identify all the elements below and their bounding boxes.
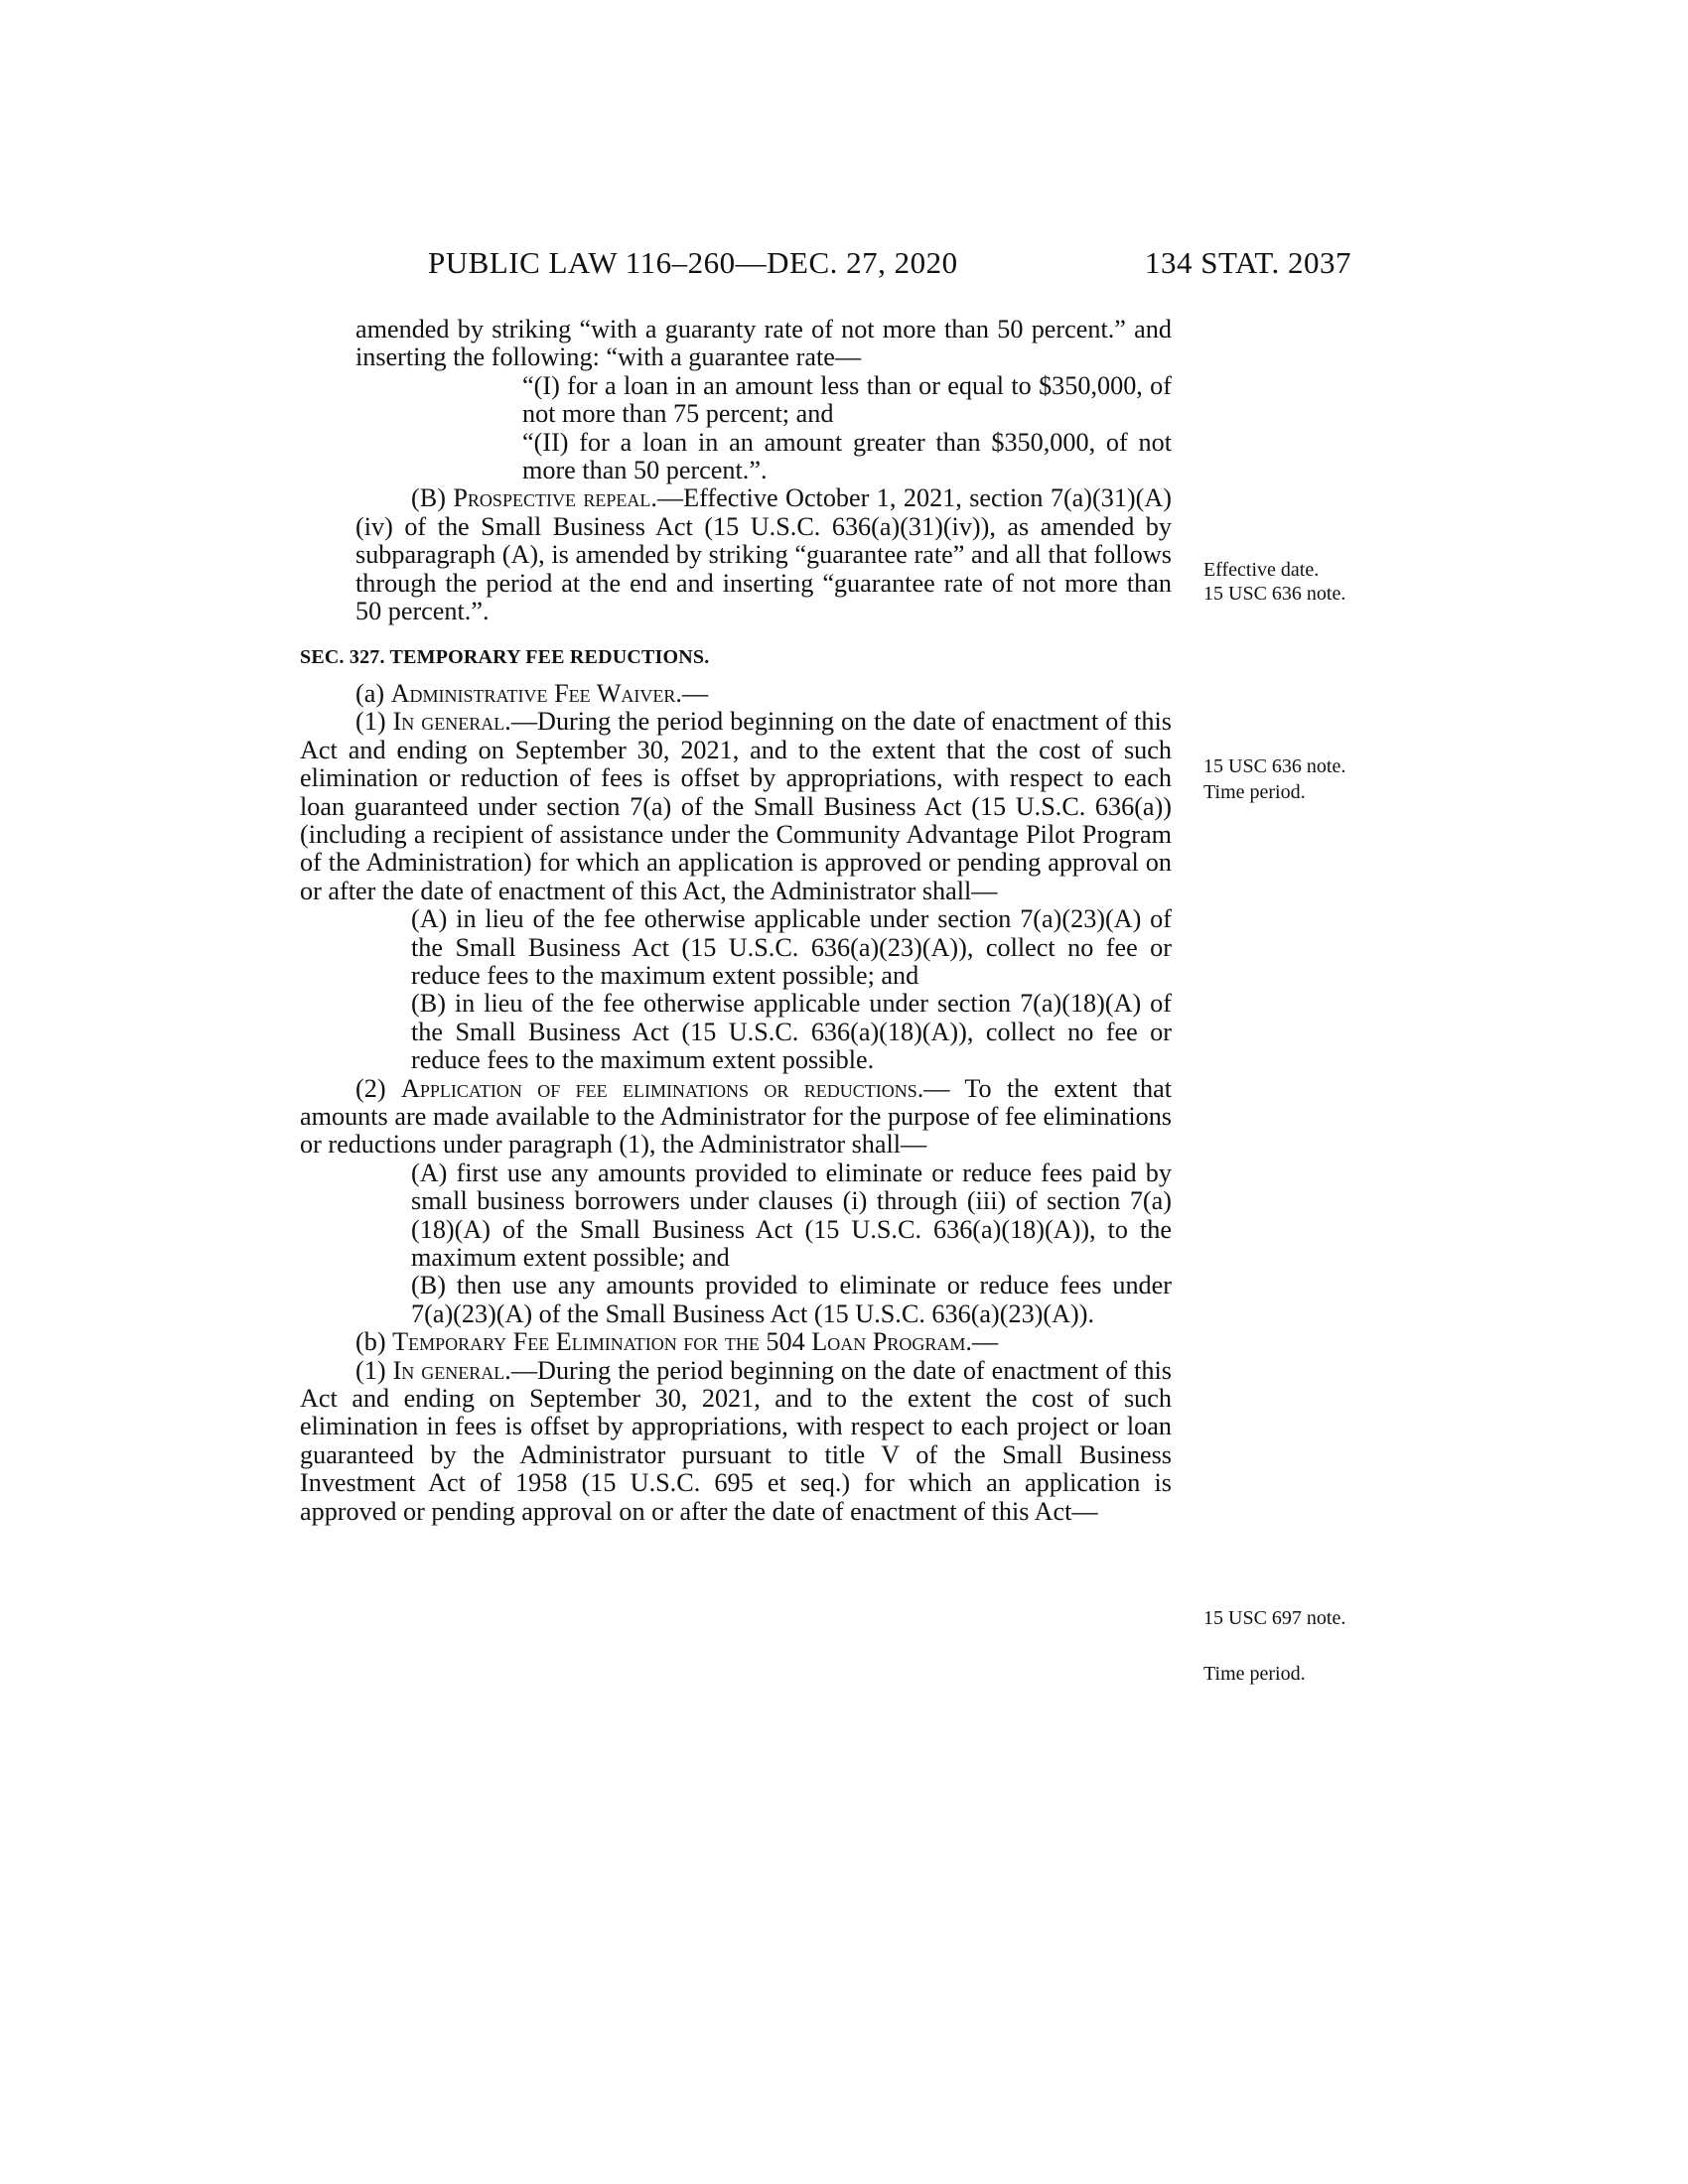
paragraph-a1 (300, 708, 1172, 905)
subparagraph-a1-A: (A) in lieu of the fee otherwise applicable under section 7(a)(23)(A) of the Small Business Act (15 U.S.C. 636(a)(23)(A)), collect no fee or reduce fees to the maximum extent possible; and (411, 904, 1172, 990)
paragraph-a2-text: — To the extent that amounts are made available to the Administrator for the purpose of fee eliminations or reductions under paragraph (1), the Administrator shall— (300, 1073, 1172, 1160)
paragraph-b1 (300, 1357, 1172, 1526)
paragraph-a2-subparagraphs (300, 1160, 1172, 1328)
section-heading: SEC. 327. TEMPORARY FEE REDUCTIONS. (300, 646, 710, 669)
paragraph-a2 (300, 1075, 1172, 1160)
subsection-b-label: (b) (355, 1327, 393, 1357)
subclause-II: “(II) for a loan in an amount greater than $350,000, of not more than 50 percent.”. (522, 427, 1172, 485)
subparagraph-B-text: —Effective October 1, 2021, section 7(a)(31)(A)(iv) of the Small Business Act (15 U.S.C. 636(a)(31)(iv)), as amended by subparagraph (A), is amended by striking “guarantee rate” and all that follows through the period at the end and inserting “guarantee rate of not more than 50 percent.”. (355, 483, 1172, 626)
subsection-a-label: (a) (355, 678, 391, 708)
subparagraph-B-prospective-repeal (355, 484, 1172, 625)
paragraph-b1-caption: In general. (392, 1355, 511, 1385)
subsection-b-caption: Temporary Fee Elimination for the 504 Loan Program. (392, 1327, 972, 1357)
subclause-I: “(I) for a loan in an amount less than or equal to $350,000, of not more than 75 percent; and (522, 370, 1172, 429)
subparagraph-a1-B: (B) in lieu of the fee otherwise applicable under section 7(a)(18)(A) of the Small Business Act (15 U.S.C. 636(a)(18)(A)), collect no fee or reduce fees to the maximum extent possible. (411, 989, 1172, 1075)
paragraph-a1-subparagraphs (300, 905, 1172, 1074)
running-header-title: PUBLIC LAW 116–260—DEC. 27, 2020 (428, 245, 958, 280)
paragraph-amended-by-striking: amended by striking “with a guaranty rate of not more than 50 percent.” and inserting the following: “with a guarantee rate— (355, 315, 1172, 372)
subsection-b-heading (355, 1328, 1172, 1356)
subparagraph-B-label: (B) (411, 483, 454, 513)
subparagraph-B-caption: Prospective repeal. (453, 483, 657, 513)
margin-note-usc-636-1: 15 USC 636 note. (1203, 583, 1346, 605)
subsection-a-heading (355, 680, 1172, 708)
paragraph-a1-caption: In general. (392, 707, 511, 737)
running-header-page-number: 134 STAT. 2037 (1145, 245, 1352, 280)
paragraph-a2-caption: Application of fee eliminations or reductions. (400, 1073, 924, 1103)
margin-note-usc-697: 15 USC 697 note. (1203, 1607, 1346, 1629)
paragraph-b1-label: (1) (355, 1355, 393, 1385)
subsection-b-dash: — (971, 1327, 999, 1357)
paragraph-b1-text: —During the period beginning on the date of enactment of this Act and ending on September 30, 2021, and to the extent the cost of such elimination in fees is offset by appropriations, with respect to each project or loan guaranteed by the Administrator pursuant to title V of the Small Business Investment Act of 1958 (15 U.S.C. 695 et seq.) for which an application is approved or pending approval on or after the date of enactment of this Act— (300, 1355, 1172, 1526)
body-text (300, 315, 1172, 1526)
subparagraph-a2-A: (A) first use any amounts provided to eliminate or reduce fees paid by small business borrowers under clauses (i) through (iii) of section 7(a)(18)(A) of the Small Business Act (15 U.S.C. 636(a)(18)(A)), to the maximum extent possible; and (411, 1158, 1172, 1272)
paragraph-a1-label: (1) (355, 707, 393, 737)
margin-note-time-period-2: Time period. (1203, 1663, 1306, 1685)
subparagraph-a2-B: (B) then use any amounts provided to eliminate or reduce fees under 7(a)(23)(A) of the Small Business Act (15 U.S.C. 636(a)(23)(A)). (411, 1271, 1172, 1328)
quoted-subclauses (355, 372, 1172, 485)
subsection-a-dash: — (681, 678, 709, 708)
paragraph-a1-text: —During the period beginning on the date of enactment of this Act and ending on September 30, 2021, and to the extent that the cost of such elimination or reduction of fees is offset by appropriations, with respect to each loan guaranteed under section 7(a) of the Small Business Act (15 U.S.C. 636(a)) (including a recipient of assistance under the Community Advantage Pilot Program of the Administration) for which an application is approved or pending approval on or after the date of enactment of this Act, the Administrator shall— (300, 707, 1172, 905)
margin-note-effective-date: Effective date. (1203, 559, 1320, 581)
paragraph-a2-label: (2) (355, 1073, 401, 1103)
margin-note-time-period-1: Time period. (1203, 781, 1306, 803)
subsection-a-caption: Administrative Fee Waiver. (390, 678, 682, 708)
margin-note-usc-636-2: 15 USC 636 note. (1203, 755, 1346, 777)
